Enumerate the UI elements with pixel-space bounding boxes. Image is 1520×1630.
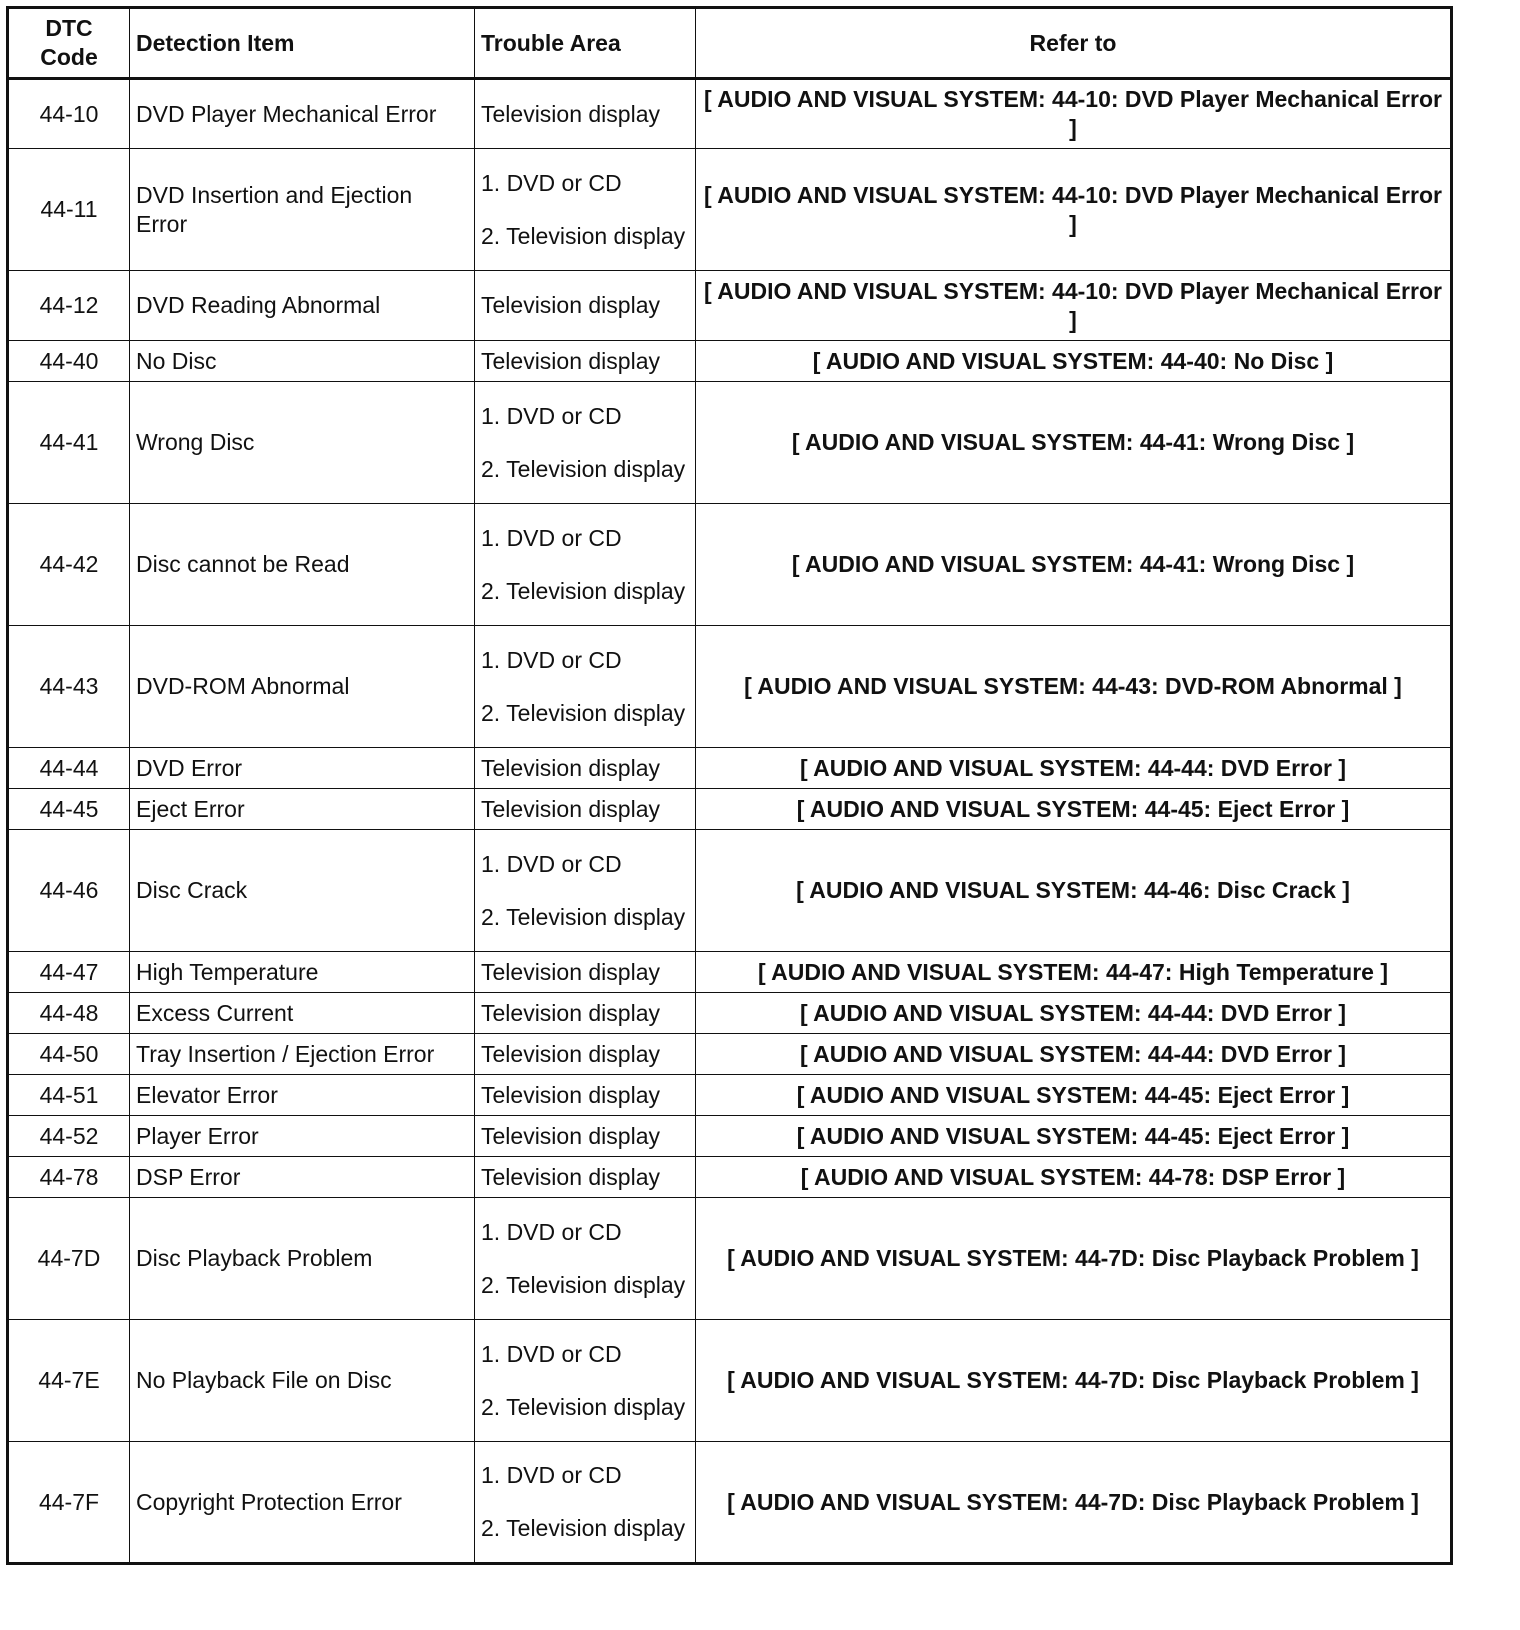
detection-item-cell: Tray Insertion / Ejection Error: [130, 1034, 475, 1075]
trouble-area-cell: [475, 1157, 696, 1198]
detection-item-cell: No Disc: [130, 341, 475, 382]
table-row: [8, 382, 1452, 504]
table-header-row: [8, 8, 1452, 79]
table-row: [8, 271, 1452, 341]
trouble-area-line: 2. Television display: [481, 903, 686, 930]
refer-to-link[interactable]: [ AUDIO AND VISUAL SYSTEM: 44-45: Eject Error ]: [696, 1116, 1452, 1157]
table-row: [8, 1116, 1452, 1157]
dtc-code-cell: 44-7F: [8, 1442, 130, 1564]
dtc-code-cell: 44-7D: [8, 1198, 130, 1320]
trouble-area-line: 2. Television display: [481, 699, 686, 726]
trouble-area-cell: [475, 1198, 696, 1320]
table-row: [8, 748, 1452, 789]
trouble-area-line: 2. Television display: [481, 222, 686, 249]
refer-to-link[interactable]: [ AUDIO AND VISUAL SYSTEM: 44-47: High Temperature ]: [696, 952, 1452, 993]
trouble-area-cell: [475, 79, 696, 149]
dtc-code-cell: 44-50: [8, 1034, 130, 1075]
refer-to-link[interactable]: [ AUDIO AND VISUAL SYSTEM: 44-45: Eject Error ]: [696, 789, 1452, 830]
trouble-area-line: 2. Television display: [481, 1393, 686, 1420]
table-row: [8, 341, 1452, 382]
trouble-area-line: 2. Television display: [481, 455, 686, 482]
detection-item-cell: DVD-ROM Abnormal: [130, 626, 475, 748]
refer-to-link[interactable]: [ AUDIO AND VISUAL SYSTEM: 44-7D: Disc Playback Problem ]: [696, 1320, 1452, 1442]
dtc-code-cell: 44-11: [8, 149, 130, 271]
trouble-area-line: Television display: [481, 1040, 660, 1067]
dtc-code-cell: 44-12: [8, 271, 130, 341]
header-trouble-area: Trouble Area: [475, 8, 696, 79]
detection-item-cell: DVD Error: [130, 748, 475, 789]
refer-to-link[interactable]: [ AUDIO AND VISUAL SYSTEM: 44-43: DVD-ROM Abnormal ]: [696, 626, 1452, 748]
dtc-table: [6, 6, 1453, 1565]
table-row: [8, 1034, 1452, 1075]
refer-to-link[interactable]: [ AUDIO AND VISUAL SYSTEM: 44-44: DVD Error ]: [696, 748, 1452, 789]
dtc-code-cell: 44-52: [8, 1116, 130, 1157]
trouble-area-cell: [475, 1075, 696, 1116]
trouble-area-line: Television display: [481, 999, 660, 1026]
detection-item-cell: Excess Current: [130, 993, 475, 1034]
trouble-area-line: 1. DVD or CD: [481, 646, 622, 673]
dtc-code-cell: 44-10: [8, 79, 130, 149]
trouble-area-line: 1. DVD or CD: [481, 524, 622, 551]
dtc-code-cell: 44-42: [8, 504, 130, 626]
header-refer-to: Refer to: [696, 8, 1452, 79]
detection-item-cell: Copyright Protection Error: [130, 1442, 475, 1564]
trouble-area-line: 1. DVD or CD: [481, 1340, 622, 1367]
trouble-area-cell: [475, 789, 696, 830]
detection-item-cell: Disc Crack: [130, 830, 475, 952]
detection-item-cell: Elevator Error: [130, 1075, 475, 1116]
trouble-area-line: Television display: [481, 958, 660, 985]
dtc-code-cell: 44-47: [8, 952, 130, 993]
dtc-code-cell: 44-78: [8, 1157, 130, 1198]
table-row: [8, 79, 1452, 149]
dtc-code-cell: 44-51: [8, 1075, 130, 1116]
detection-item-cell: DVD Reading Abnormal: [130, 271, 475, 341]
trouble-area-cell: [475, 1034, 696, 1075]
detection-item-cell: High Temperature: [130, 952, 475, 993]
header-detection-item: Detection Item: [130, 8, 475, 79]
table-row: [8, 1442, 1452, 1564]
refer-to-link[interactable]: [ AUDIO AND VISUAL SYSTEM: 44-44: DVD Error ]: [696, 993, 1452, 1034]
detection-item-cell: DSP Error: [130, 1157, 475, 1198]
trouble-area-line: Television display: [481, 1163, 660, 1190]
trouble-area-line: 1. DVD or CD: [481, 402, 622, 429]
dtc-code-cell: 44-45: [8, 789, 130, 830]
trouble-area-line: 2. Television display: [481, 577, 686, 604]
refer-to-link[interactable]: [ AUDIO AND VISUAL SYSTEM: 44-46: Disc Crack ]: [696, 830, 1452, 952]
trouble-area-cell: [475, 993, 696, 1034]
refer-to-link[interactable]: [ AUDIO AND VISUAL SYSTEM: 44-7D: Disc Playback Problem ]: [696, 1198, 1452, 1320]
detection-item-cell: DVD Player Mechanical Error: [130, 79, 475, 149]
trouble-area-line: 1. DVD or CD: [481, 1218, 622, 1245]
trouble-area-line: Television display: [481, 292, 660, 318]
trouble-area-line: Television display: [481, 1122, 660, 1149]
detection-item-cell: Eject Error: [130, 789, 475, 830]
trouble-area-cell: [475, 1320, 696, 1442]
detection-item-cell: Disc Playback Problem: [130, 1198, 475, 1320]
table-row: [8, 1157, 1452, 1198]
detection-item-cell: Disc cannot be Read: [130, 504, 475, 626]
refer-to-link[interactable]: [ AUDIO AND VISUAL SYSTEM: 44-41: Wrong Disc ]: [696, 504, 1452, 626]
refer-to-link[interactable]: [ AUDIO AND VISUAL SYSTEM: 44-44: DVD Error ]: [696, 1034, 1452, 1075]
header-dtc-code: DTC Code: [8, 8, 130, 79]
dtc-code-cell: 44-46: [8, 830, 130, 952]
detection-item-cell: No Playback File on Disc: [130, 1320, 475, 1442]
trouble-area-line: 2. Television display: [481, 1515, 686, 1541]
trouble-area-line: Television display: [481, 1081, 660, 1108]
table-row: [8, 789, 1452, 830]
refer-to-link[interactable]: [ AUDIO AND VISUAL SYSTEM: 44-78: DSP Error ]: [696, 1157, 1452, 1198]
trouble-area-cell: [475, 952, 696, 993]
trouble-area-line: Television display: [481, 754, 660, 781]
refer-to-link[interactable]: [ AUDIO AND VISUAL SYSTEM: 44-7D: Disc Playback Problem ]: [696, 1442, 1452, 1564]
dtc-code-cell: 44-44: [8, 748, 130, 789]
trouble-area-cell: [475, 341, 696, 382]
table-row: [8, 149, 1452, 271]
trouble-area-line: 2. Television display: [481, 1271, 686, 1298]
detection-item-cell: Wrong Disc: [130, 382, 475, 504]
trouble-area-line: Television display: [481, 795, 660, 822]
refer-to-link[interactable]: [ AUDIO AND VISUAL SYSTEM: 44-10: DVD Player Mechanical Error ]: [696, 271, 1452, 341]
trouble-area-cell: [475, 504, 696, 626]
table-row: [8, 626, 1452, 748]
trouble-area-line: 1. DVD or CD: [481, 850, 622, 877]
trouble-area-cell: [475, 149, 696, 271]
trouble-area-line: 1. DVD or CD: [481, 1462, 622, 1488]
trouble-area-cell: [475, 271, 696, 341]
table-row: [8, 1075, 1452, 1116]
dtc-code-cell: 44-7E: [8, 1320, 130, 1442]
table-row: [8, 504, 1452, 626]
dtc-code-cell: 44-43: [8, 626, 130, 748]
trouble-area-cell: [475, 382, 696, 504]
trouble-area-cell: [475, 626, 696, 748]
refer-to-link[interactable]: [ AUDIO AND VISUAL SYSTEM: 44-40: No Disc ]: [696, 341, 1452, 382]
refer-to-link[interactable]: [ AUDIO AND VISUAL SYSTEM: 44-45: Eject Error ]: [696, 1075, 1452, 1116]
dtc-code-cell: 44-48: [8, 993, 130, 1034]
dtc-code-cell: 44-40: [8, 341, 130, 382]
detection-item-cell: Player Error: [130, 1116, 475, 1157]
table-body: [8, 79, 1452, 1564]
refer-to-link[interactable]: [ AUDIO AND VISUAL SYSTEM: 44-41: Wrong Disc ]: [696, 382, 1452, 504]
table-row: [8, 1198, 1452, 1320]
trouble-area-cell: [475, 1116, 696, 1157]
trouble-area-line: Television display: [481, 347, 660, 374]
table-row: [8, 830, 1452, 952]
refer-to-link[interactable]: [ AUDIO AND VISUAL SYSTEM: 44-10: DVD Player Mechanical Error ]: [696, 149, 1452, 271]
detection-item-cell: DVD Insertion and Ejection Error: [130, 149, 475, 271]
trouble-area-line: 1. DVD or CD: [481, 169, 622, 196]
table-row: [8, 1320, 1452, 1442]
dtc-code-cell: 44-41: [8, 382, 130, 504]
refer-to-link[interactable]: [ AUDIO AND VISUAL SYSTEM: 44-10: DVD Player Mechanical Error ]: [696, 79, 1452, 149]
table-row: [8, 952, 1452, 993]
trouble-area-cell: [475, 748, 696, 789]
trouble-area-line: Television display: [481, 100, 660, 127]
trouble-area-cell: [475, 1442, 696, 1564]
trouble-area-cell: [475, 830, 696, 952]
table-row: [8, 993, 1452, 1034]
